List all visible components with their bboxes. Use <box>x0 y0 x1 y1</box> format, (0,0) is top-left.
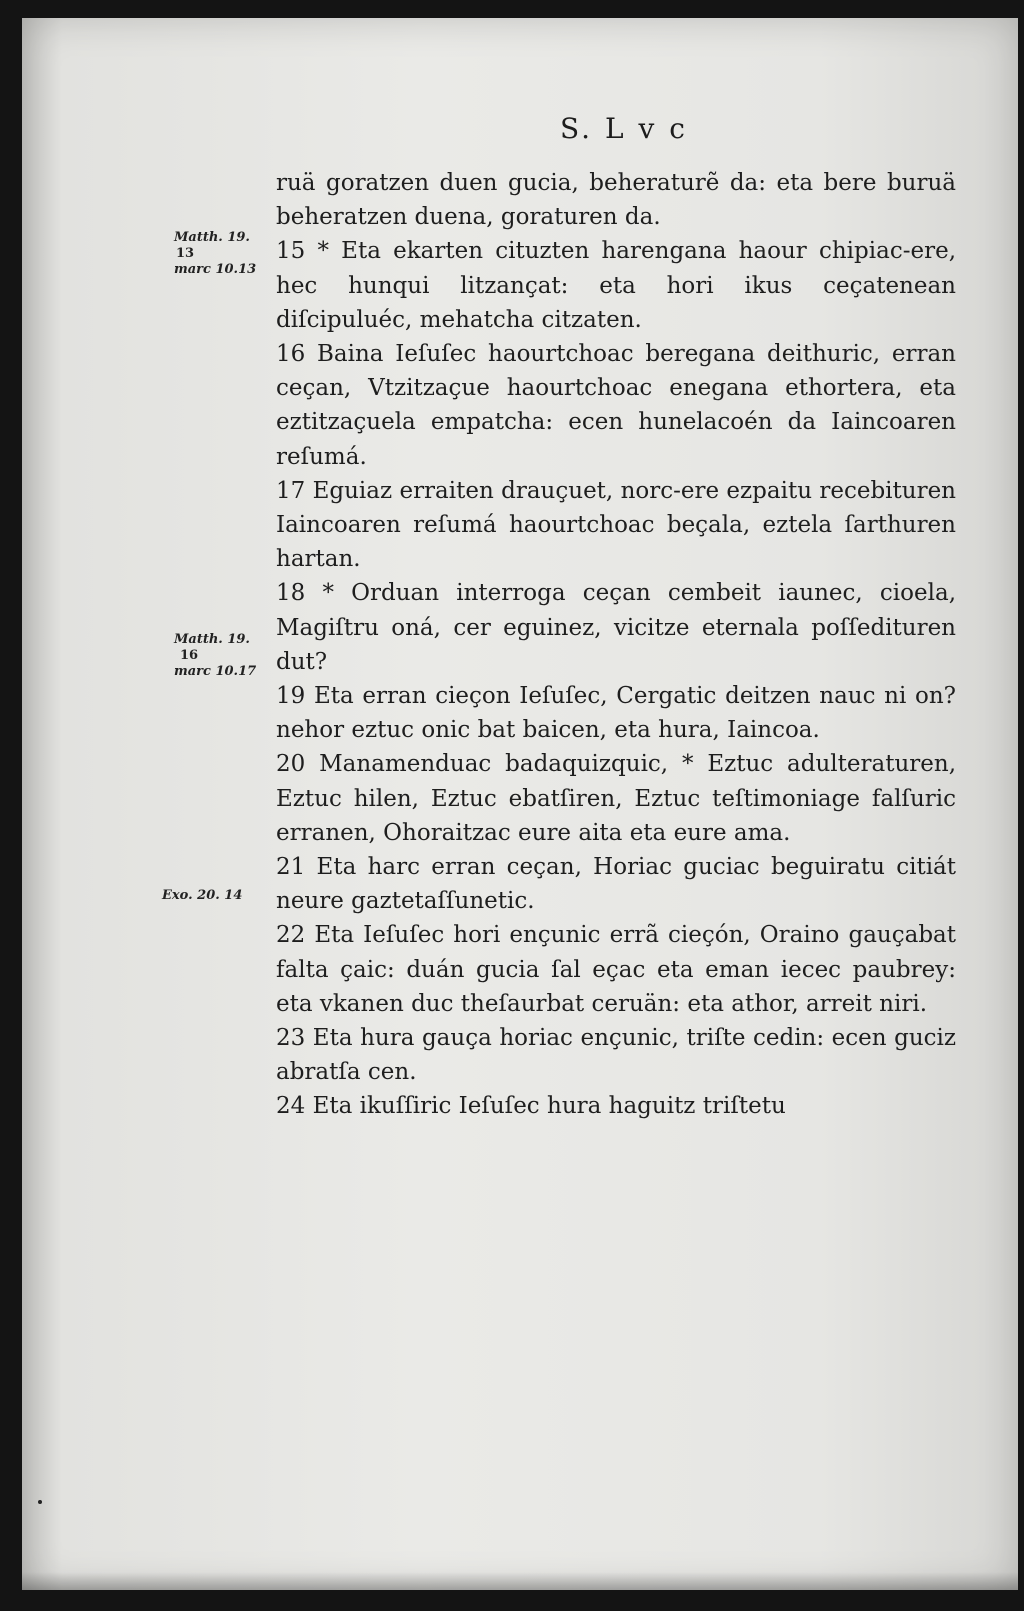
margin-note-line: marc 10.17 <box>174 664 257 679</box>
paragraph: 20 Manamenduac badaquizquic, * Eztuc adulteraturen, Eztuc hilen, Eztuc ebatſiren, Eztuc teſtimoniage falſuric erranen, Ohoraitzac eure aita eta eure ama. <box>276 751 956 846</box>
paragraph: 18 * Orduan interroga ceçan cembeit iaunec, cioela, Magiſtru oná, cer eguinez, vicitze eternala poſſedituren dut? <box>276 580 956 675</box>
running-header: S. L v c <box>560 112 688 145</box>
paragraph: 17 Eguiaz erraiten drauçuet, norc-ere ezpaitu recebituren Iaincoaren reſumá haourtchoac beçala, eztela ſarthuren hartan. <box>276 477 956 573</box>
margin-note-line: 13 <box>176 246 195 261</box>
paragraph: ruä goratzen duen gucia, beheraturẽ da: eta bere buruä beheratzen duena, goraturen da. <box>276 170 956 231</box>
page-speck <box>38 1500 42 1504</box>
margin-note-line: Exo. 20. 14 <box>162 888 243 903</box>
margin-note-line: Matth. 19. <box>174 230 250 245</box>
main-text <box>276 166 956 1124</box>
margin-note-line: Matth. 19. <box>174 632 250 647</box>
paragraph: 24 Eta ikuſſiric Ieſuſec hura haguitz triſtetu <box>276 1093 786 1120</box>
margin-note-line: 16 <box>180 648 199 663</box>
paragraph: 21 Eta harc erran ceçan, Horiac guciac beguiratu citiát neure gaztetaſſunetic. <box>276 854 956 915</box>
paragraph: 16 Baina Ieſuſec haourtchoac beregana deithuric, erran ceçan, Vtzitzaçue haourtchoac enegana ethortera, eta eztitzaçuela empatcha: ecen hunelacoén da Iaincoaren reſumá. <box>276 341 956 470</box>
margin-note-matth-19-16 <box>174 632 256 680</box>
margin-note-matth-19-13 <box>174 230 256 278</box>
margin-note-exo-20-14 <box>162 888 242 904</box>
paragraph: 19 Eta erran cieçon Ieſuſec, Cergatic deitzen nauc ni on? nehor eztuc onic bat baicen, eta hura, Iaincoa. <box>276 683 956 744</box>
paragraph: 15 * Eta ekarten cituzten harengana haour chipiac-ere, hec hunqui litzançat: eta hori ikus ceçatenean diſcipuluéc, mehatcha citzaten. <box>276 238 956 333</box>
margin-note-line: marc 10.13 <box>174 262 257 277</box>
paragraph: 23 Eta hura gauça horiac ençunic, triſte cedin: ecen guciz abratſa cen. <box>276 1025 956 1086</box>
paragraph: 22 Eta Ieſuſec hori ençunic errã cieçón, Oraino gauçabat falta çaic: duán gucia ſal eçac eta eman iecec paubrey: eta vkanen duc theſaurbat ceruän: eta athor, arreit niri. <box>276 922 956 1017</box>
